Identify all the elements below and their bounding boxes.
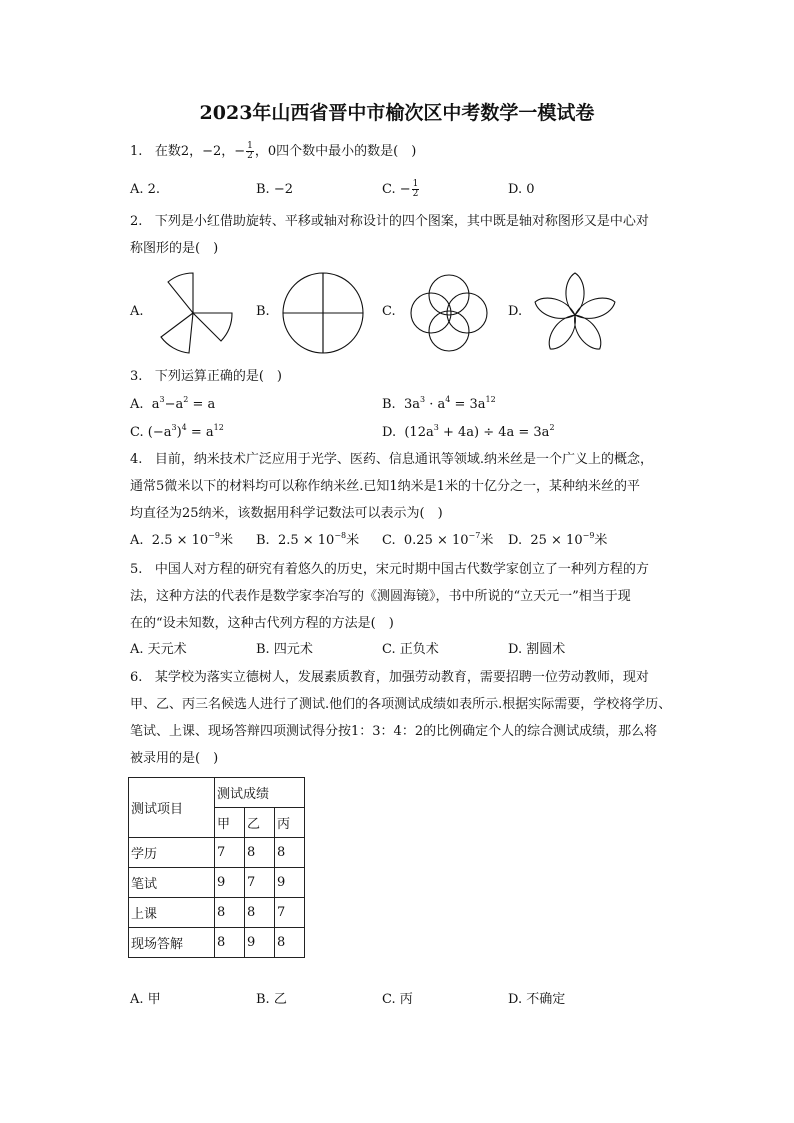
option-c[interactable]: C. 正负术 bbox=[382, 642, 439, 657]
question-text: 某学校为落实立德树人，发展素质教育，加强劳动教育，需要招聘一位劳动教师，现对 bbox=[154, 670, 649, 685]
question-text: 下列运算正确的是( ) bbox=[154, 369, 282, 384]
table-cell: 7 bbox=[215, 838, 245, 868]
question-text: 中国人对方程的研究有着悠久的历史，宋元时期中国古代数学家创立了一种列方程的方 bbox=[154, 562, 649, 577]
question-text-cont: 被录用的是( ) bbox=[130, 751, 219, 766]
option-a[interactable]: A. 甲 bbox=[130, 992, 161, 1007]
table-cell: 现场答解 bbox=[129, 928, 215, 958]
question-text: ，0四个数中最小的数是( ) bbox=[254, 144, 417, 159]
table-row bbox=[129, 838, 305, 868]
figure-b-pinwheel bbox=[278, 268, 368, 358]
table-cell: 上课 bbox=[129, 898, 215, 928]
table-cell: 8 bbox=[245, 898, 275, 928]
figure-a-three-blades bbox=[148, 268, 238, 358]
question-number: 1. bbox=[130, 144, 143, 159]
question-number: 6. bbox=[130, 670, 143, 685]
option-d[interactable]: D. $(12a^3 + 4a) \div 4a = 3a^2$ bbox=[382, 423, 555, 440]
option-b[interactable]: B. $2.5 \times 10^{-8}$米 bbox=[256, 531, 360, 548]
question-3 bbox=[130, 363, 282, 390]
table-cell: 9 bbox=[245, 928, 275, 958]
question-text-cont: 均直径为25纳米，该数据用科学记数法可以表示为( ) bbox=[130, 506, 443, 521]
table-cell: 笔试 bbox=[129, 868, 215, 898]
question-text: 下列是小红借助旋转、平移或轴对称设计的四个图案，其中既是轴对称图形又是中心对 bbox=[154, 214, 649, 229]
option-a[interactable]: A. $a^3-a^2 = a$ bbox=[130, 395, 216, 412]
table-cell: 8 bbox=[275, 838, 305, 868]
option-d[interactable]: D. $25 \times 10^{-9}$米 bbox=[508, 531, 608, 548]
question-6 bbox=[130, 664, 649, 691]
fraction: $\frac{1}{2}$ bbox=[247, 141, 253, 161]
table-header-candidate: 乙 bbox=[245, 808, 275, 838]
option-b[interactable]: B. −2 bbox=[256, 182, 293, 197]
question-1 bbox=[130, 138, 416, 165]
table-header-item: 测试项目 bbox=[129, 778, 215, 838]
option-c[interactable]: C. $(-a^3)^4 = a^{12}$ bbox=[130, 423, 224, 440]
question-text-cont: 法，这种方法的代表作是数学家李冶写的《测圆海镜》，书中所说的“立天元一”相当于现 bbox=[130, 589, 631, 604]
table-row bbox=[129, 898, 305, 928]
option-b[interactable]: B. 乙 bbox=[256, 992, 287, 1007]
option-a[interactable]: A. bbox=[130, 304, 144, 319]
question-text-cont: 在的“设未知数，这种古代列方程的方法是( ) bbox=[130, 616, 394, 631]
table-cell: 8 bbox=[245, 838, 275, 868]
option-d[interactable]: D. 割圆术 bbox=[508, 642, 566, 657]
question-number: 5. bbox=[130, 562, 143, 577]
table-header-candidate: 甲 bbox=[215, 808, 245, 838]
question-text: 在数2，−2，− bbox=[154, 144, 246, 159]
option-a[interactable]: A. 天元术 bbox=[130, 642, 187, 657]
option-d[interactable]: D. bbox=[508, 304, 523, 319]
option-c[interactable]: C. 丙 bbox=[382, 992, 413, 1007]
question-text-cont: 称图形的是( ) bbox=[130, 241, 219, 256]
option-c[interactable]: C. bbox=[382, 304, 396, 319]
question-5 bbox=[130, 556, 649, 583]
table-row bbox=[129, 928, 305, 958]
question-number: 3. bbox=[130, 369, 143, 384]
option-c[interactable]: C. − $\frac{1}{2}$ bbox=[382, 179, 419, 199]
option-d[interactable]: D. 0 bbox=[508, 182, 535, 197]
table-cell: 8 bbox=[275, 928, 305, 958]
table-row bbox=[129, 868, 305, 898]
option-d[interactable]: D. 不确定 bbox=[508, 992, 566, 1007]
question-2 bbox=[130, 208, 649, 235]
question-text-cont: 通常5微米以下的材料均可以称作纳米丝.已知1纳米是1米的十亿分之一，某种纳米丝的平 bbox=[130, 479, 640, 494]
score-table bbox=[128, 777, 305, 958]
option-a[interactable]: A. 2. bbox=[130, 182, 161, 197]
option-a[interactable]: A. $2.5 \times 10^{-9}$米 bbox=[130, 531, 233, 548]
table-cell: 8 bbox=[215, 928, 245, 958]
question-text: 目前，纳米技术广泛应用于光学、医药、信息通讯等领域.纳米丝是一个广义上的概念， bbox=[154, 452, 653, 467]
question-text-cont: 笔试、上课、现场答辩四项测试得分按1：3：4：2的比例确定个人的综合测试成绩，那么将 bbox=[130, 724, 658, 739]
question-number: 4. bbox=[130, 452, 143, 467]
table-cell: 9 bbox=[215, 868, 245, 898]
figure-d-five-petals bbox=[530, 268, 620, 358]
exam-title: 2023年山西省晋中市榆次区中考数学一模试卷 bbox=[199, 102, 595, 124]
option-b[interactable]: B. bbox=[256, 304, 270, 319]
table-cell: 学历 bbox=[129, 838, 215, 868]
table-header-candidate: 丙 bbox=[275, 808, 305, 838]
table-cell: 9 bbox=[275, 868, 305, 898]
question-4 bbox=[130, 446, 653, 473]
option-c[interactable]: C. $0.25 \times 10^{-7}$米 bbox=[382, 531, 494, 548]
table-header-group: 测试成绩 bbox=[215, 778, 305, 808]
option-b[interactable]: B. $3a^3 \cdot a^4 = 3a^{12}$ bbox=[382, 395, 496, 412]
question-text-cont: 甲、乙、丙三名候选人进行了测试.他们的各项测试成绩如表所示.根据实际需要，学校将学历、 bbox=[130, 697, 672, 712]
figure-c-four-circles bbox=[404, 268, 494, 358]
table-cell: 7 bbox=[245, 868, 275, 898]
question-number: 2. bbox=[130, 214, 143, 229]
table-cell: 8 bbox=[215, 898, 245, 928]
table-cell: 7 bbox=[275, 898, 305, 928]
option-b[interactable]: B. 四元术 bbox=[256, 642, 313, 657]
